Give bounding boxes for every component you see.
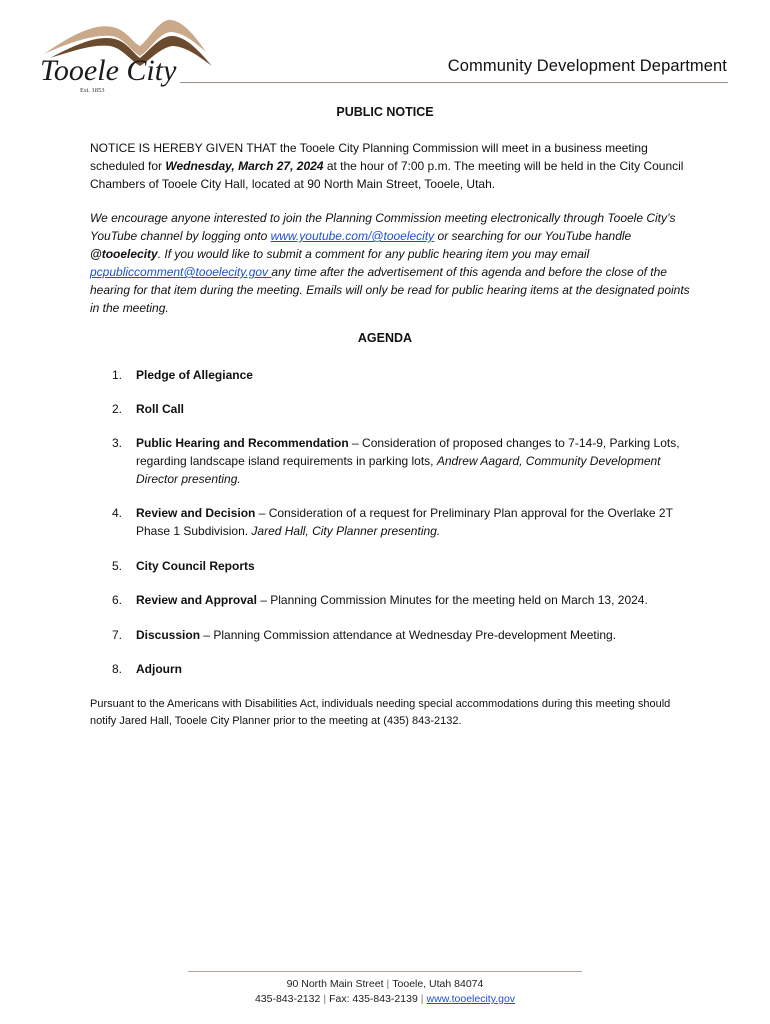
header-divider bbox=[180, 82, 728, 83]
agenda-item-number: 5. bbox=[112, 559, 123, 573]
footer-fax: Fax: 435-843-2139 bbox=[329, 993, 418, 1005]
notice-paragraph bbox=[90, 139, 690, 193]
footer-website-link[interactable]: www.tooelecity.gov bbox=[426, 993, 516, 1005]
agenda-item-heading: Discussion bbox=[136, 628, 201, 642]
meeting-date: Wednesday, March 27, 2024 bbox=[165, 159, 324, 173]
footer-separator: | bbox=[386, 978, 390, 990]
agenda-item-presenter: Jared Hall, City Planner presenting. bbox=[251, 524, 441, 538]
notice-text-location: at the hour of 7:00 p.m. The meeting will be held in the City Council Chambers of Tooele City Hall, located at 90 North Main Street, Tooele, Utah. bbox=[90, 159, 684, 191]
footer-divider bbox=[188, 971, 582, 972]
footer-phone: 435-843-2132 bbox=[254, 993, 321, 1005]
ada-notice: Pursuant to the Americans with Disabilities Act, individuals needing special accommodations during this meeting should notify Jared Hall, Tooele City Planner prior to the meeting at (435) 843-2132. bbox=[90, 698, 671, 727]
footer-separator: | bbox=[323, 993, 327, 1005]
agenda-item-number: 4. bbox=[112, 506, 123, 520]
participation-text-3: . If you would like to submit a comment for any public hearing item you may email bbox=[157, 247, 590, 261]
department-name: Community Development Department bbox=[447, 57, 727, 75]
youtube-link[interactable]: www.youtube.com/@tooelecity bbox=[270, 229, 435, 243]
mountain-logo-icon bbox=[36, 14, 236, 96]
comment-email-link[interactable]: pcpubliccomment@tooelecity.gov bbox=[90, 265, 272, 279]
footer-address bbox=[0, 978, 770, 990]
agenda-item-heading: Public Hearing and Recommendation bbox=[136, 436, 349, 450]
notice-text: NOTICE IS HEREBY GIVEN THAT the Tooele City Planning Commission will meet in a business meeting scheduled for bbox=[90, 141, 648, 173]
agenda-item-number: 3. bbox=[112, 436, 123, 450]
participation-text-2: or searching for our YouTube handle bbox=[434, 229, 632, 243]
tooele-city-logo bbox=[36, 14, 236, 96]
agenda-item-heading: Pledge of Allegiance bbox=[136, 368, 253, 382]
agenda-item bbox=[112, 504, 682, 540]
agenda-item bbox=[112, 626, 682, 644]
agenda-item-heading: Review and Approval bbox=[136, 593, 257, 607]
agenda-item-heading: City Council Reports bbox=[136, 559, 255, 573]
notice-title: PUBLIC NOTICE bbox=[336, 105, 434, 119]
agenda-item-number: 2. bbox=[112, 402, 123, 416]
agenda-item-number: 7. bbox=[112, 628, 123, 642]
agenda-item bbox=[112, 366, 682, 384]
agenda-item bbox=[112, 434, 682, 488]
footer-separator: | bbox=[420, 993, 424, 1005]
agenda-item bbox=[112, 400, 682, 418]
footer-street: 90 North Main Street bbox=[286, 978, 384, 990]
agenda-item-heading: Review and Decision bbox=[136, 506, 256, 520]
agenda-item-number: 1. bbox=[112, 368, 123, 382]
agenda-item bbox=[112, 660, 682, 678]
agenda-item bbox=[112, 591, 682, 609]
participation-text-4: any time after the advertisement of this agenda and before the close of the hearing for that item during the meeting. Emails will only be read for public hearing items at the designated points in the meeting. bbox=[90, 265, 690, 315]
agenda-item-text: – Planning Commission attendance at Wednesday Pre-development Meeting. bbox=[200, 628, 617, 642]
logo-wordmark: Tooele City bbox=[40, 54, 177, 87]
agenda-item-text: – Planning Commission Minutes for the meeting held on March 13, 2024. bbox=[256, 593, 648, 607]
youtube-handle: @tooelecity bbox=[90, 247, 158, 261]
agenda-item-presenter: Andrew Aagard, Community Development Director presenting. bbox=[136, 454, 661, 486]
agenda-item-heading: Roll Call bbox=[136, 402, 185, 416]
footer-contact bbox=[0, 993, 770, 1005]
footer-city: Tooele, Utah 84074 bbox=[392, 978, 484, 990]
agenda-item-text: – Consideration of proposed changes to 7-14-9, Parking Lots, regarding landscape island requirements in parking lots, bbox=[136, 436, 680, 468]
agenda-item bbox=[112, 557, 682, 575]
agenda-title: AGENDA bbox=[357, 331, 413, 345]
agenda-item-number: 6. bbox=[112, 593, 123, 607]
agenda-item-number: 8. bbox=[112, 662, 123, 676]
online-participation-paragraph bbox=[90, 209, 690, 317]
logo-established: Est. 1853 bbox=[80, 87, 105, 94]
agenda-item-text: – Consideration of a request for Preliminary Plan approval for the Overlake 2T Phase 1 Subdivision. bbox=[136, 506, 673, 538]
agenda-item-heading: Adjourn bbox=[136, 662, 182, 676]
participation-text: We encourage anyone interested to join the Planning Commission meeting electronically through Tooele City’s YouTube channel by logging onto bbox=[90, 211, 676, 243]
